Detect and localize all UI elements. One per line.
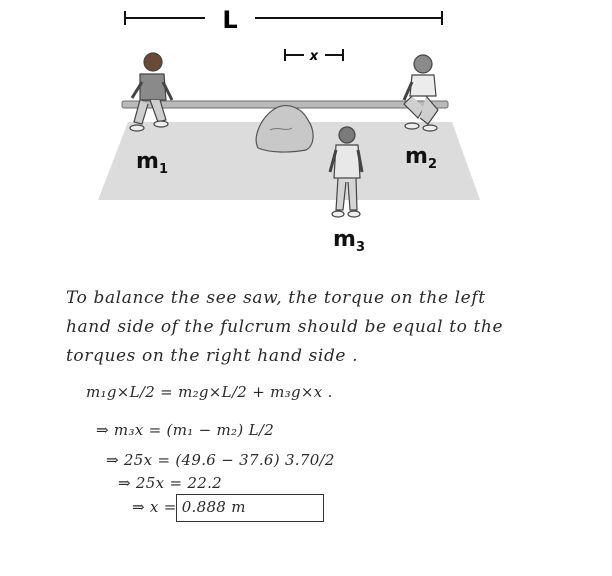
- child-right-figure: [404, 55, 438, 131]
- explanation-line-2: hand side of the fulcrum should be equal to the: [66, 317, 504, 337]
- length-label: L: [222, 6, 238, 34]
- equation-step-2: ⇒ 25x = (49.6 − 37.6) 3.70/2: [106, 451, 335, 469]
- child-left-figure: [130, 53, 172, 131]
- offset-dimension: [285, 49, 343, 64]
- equation-step-1: ⇒ m₃x = (m₁ − m₂) L/2: [96, 421, 275, 439]
- equation-torque-balance: m₁g×L/2 = m₂g×L/2 + m₃g×x .: [86, 383, 333, 401]
- explanation-line-1: To balance the see saw, the torque on the left: [66, 288, 486, 308]
- mass-label-1: $m_1$: [136, 149, 168, 177]
- equation-answer: ⇒ x = 0.888 m: [132, 498, 246, 516]
- explanation-line-3: torques on the right hand side .: [66, 346, 359, 366]
- length-dimension: [125, 6, 442, 34]
- equation-step-3: ⇒ 25x = 22.2: [118, 474, 222, 492]
- seesaw-diagram: [0, 0, 612, 280]
- offset-label: x: [309, 49, 319, 64]
- mass-label-2: $m_2$: [405, 144, 437, 172]
- mass-label-3: $m_3$: [333, 227, 365, 255]
